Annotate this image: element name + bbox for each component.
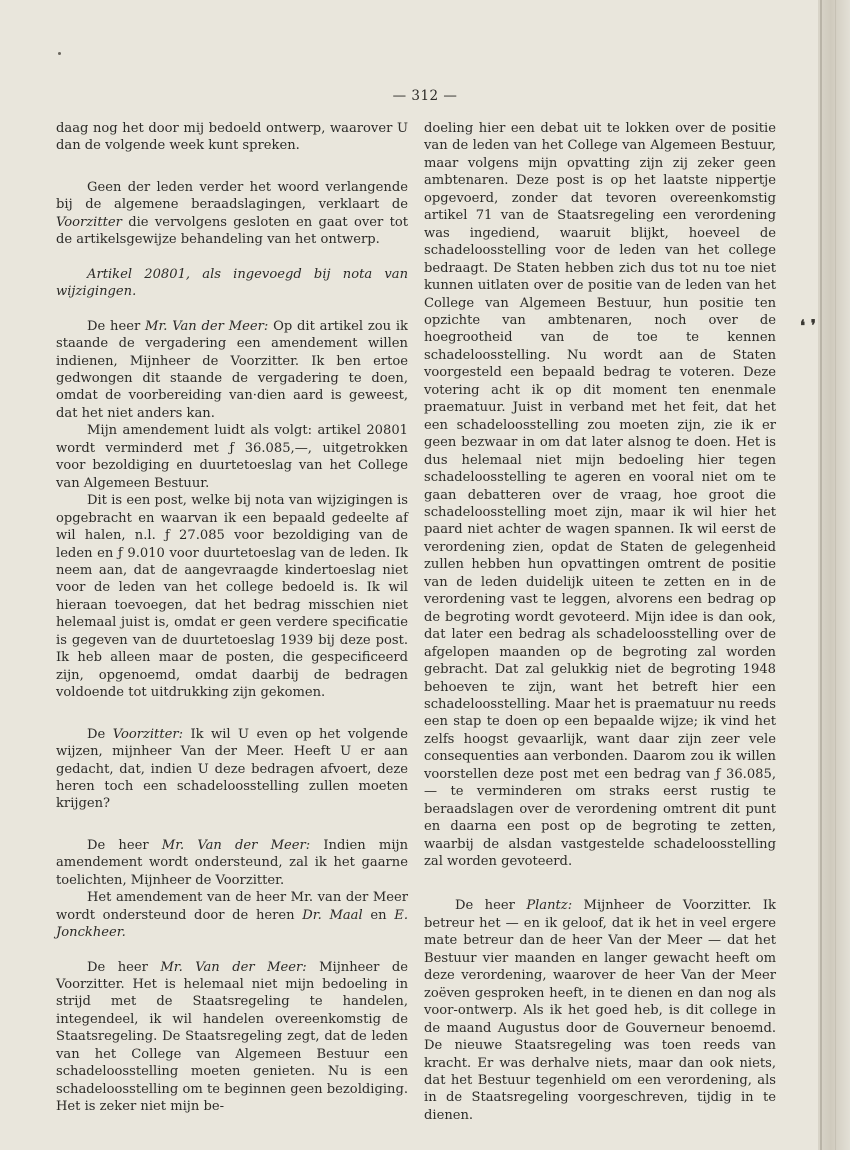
paragraph: Geen der leden verder het woord verlangende bij de algemene beraadslagingen, verklaart de Voorzitter die vervolgens gesloten en gaat over tot de artikelsgewijze behandeling van het ontwerp. bbox=[56, 179, 408, 248]
paragraph: De heer Mr. Van der Meer: Op dit artikel zou ik staande de vergadering een amendement willen indienen, Mijnheer de Voorzitter. Ik ben ertoe gedwongen dit staande de vergadering te doen, omdat de voorbereiding van·dien aard is geweest, dat het niet anders kan. bbox=[56, 318, 408, 421]
paragraph: Het amendement van de heer Mr. van der Meer wordt ondersteund door de heren Dr. Maal en E. Jonckheer. bbox=[56, 890, 408, 941]
speaker-name: Mr. Van der Meer: bbox=[161, 837, 311, 853]
paragraph: De Voorzitter: Ik wil U even op het volgende wijzen, mijnheer Van der Meer. Heeft U er aan gedacht, dat, indien U deze bedragen afvoert, deze heren toch een schadeloosstelling zullen moeten krijgen? bbox=[56, 726, 408, 812]
page-edge-line bbox=[835, 0, 836, 1150]
speaker-name: Plantz: bbox=[526, 898, 573, 914]
speck bbox=[58, 52, 61, 55]
left-column bbox=[56, 120, 408, 1116]
paragraph: De heer Mr. Van der Meer: Indien mijn amendement wordt ondersteund, zal ik het gaarne toelichten, Mijnheer de Voorzitter. bbox=[56, 837, 408, 888]
paragraph: Dit is een post, welke bij nota van wijzigingen is opgebracht en waarvan ik een bepaald gedeelte af wil halen, n.l. ƒ 27.085 voor bezoldiging van de leden en ƒ 9.010 voor duurtetoeslag van de leden. Ik neem aan, dat de aangevraagde kindertoeslag niet voor de leden van het college bedoeld is. Ik wil hieraan toevoegen, dat het bedrag misschien niet helemaal juist is, omdat er geen verdere specificatie is gegeven van de duurtetoeslag 1939 bij deze post. Ik heb alleen maar de posten, die gespecificeerd zijn, opgenoemd, omdat daarbij de bedragen voldoende tot uitdrukking zijn gekomen. bbox=[56, 493, 408, 701]
margin-mark: ❛ ❜ bbox=[800, 316, 816, 335]
right-column bbox=[424, 120, 776, 1124]
paragraph: doeling hier een debat uit te lokken over de positie van de leden van het College van Algemeen Bestuur, maar volgens mijn opvatting zijn zij zeker geen ambtenaren. Deze post is op het laatste nippertje opgevoerd, zonder dat tevoren overeenkomstig artikel 71 van de Staatsregeling een verordening was ingediend, waaruit blijkt, hoeveel de schadeloosstelling voor de leden van het college bedraagt. De Staten hebben zich dus tot nu toe niet kunnen uitlaten over de positie van de leden van het College van Algemeen Bestuur, hun positie ten opzichte van ambtenaren, noch over de hoegrootheid van de toe te kennen schadeloosstelling. Nu wordt aan de Staten voorgesteld een bepaald bedrag te voteren. Deze votering acht ik op dit moment ten enenmale praematuur. Juist in verband met het feit, dat het een schadeloosstelling zou moeten zijn, zie ik er geen bezwaar in om dat later alsnog te doen. Het is dus helemaal niet mijn bedoeling hier tegen schadeloosstelling te ageren en vooral niet om te gaan debatteren over de vraag, hoe groot die schadeloosstelling moet zijn, maar ik wil hier het paard niet achter de wagen spannen. Ik wil eerst de verordening zien, opdat de Staten de gelegenheid zullen hebben hun opvattingen omtrent de positie van de leden duidelijk uiteen te zetten en in de verordening vast te leggen, alvorens een bedrag op de begroting wordt gevoteerd. Mijn idee is dan ook, dat later een bedrag als schadeloosstelling over de afgelopen maanden op de begroting zal worden gebracht. Dat zal gelukkig niet de begroting 1948 behoeven te zijn, want het betreft hier een schadeloosstelling. Maar het is praematuur nu reeds een stap te doen op een bepaalde wijze; ik vind het zelfs hoogst gevaarlijk, want daar zijn zeer vele consequenties aan verbonden. Daarom zou ik willen voorstellen deze post met een bedrag van ƒ 36.085,— te verminderen om straks eerst rustig te beraadslagen over de verordening omtrent dit punt en daarna een post op de begroting te zetten, waarbij de alsdan vastgestelde schadeloosstelling zal worden gevoteerd. bbox=[424, 121, 776, 870]
paragraph: De heer Plantz: Mijnheer de Voorzitter. Ik betreur het — en ik geloof, dat ik het in veel ergere mate betreur dan de heer Van der Meer — dat het Bestuur vier maanden en langer gewacht heeft om deze verordening, waarover de heer Van der Meer zoëven gesproken heeft, in te dienen en dan nog als voor-ontwerp. Als ik het goed heb, is dit college in de maand Augustus door de Gouverneur benoemd. De nieuwe Staatsregeling was toen reeds van kracht. Er was derhalve niets, maar dan ook niets, dat het Bestuur tegenhield om een verordening, als in de Staatsregeling voorgeschreven, tijdig in te dienen. bbox=[424, 898, 776, 1123]
paragraph: daag nog het door mij bedoeld ontwerp, waarover U dan de volgende week kunt spreken. bbox=[56, 121, 408, 154]
page-edge-line bbox=[820, 0, 822, 1150]
speaker-name: Mr. Van der Meer: bbox=[145, 318, 269, 334]
speaker-name: Mr. Van der Meer: bbox=[160, 959, 307, 975]
page-number: — 312 — bbox=[392, 88, 458, 104]
paragraph: Mijn amendement luidt als volgt: artikel 20801 wordt verminderd met ƒ 36.085,—, uitgetrokken voor bezoldiging en duurtetoeslag van het College van Algemeen Bestuur. bbox=[56, 423, 408, 491]
speaker-name: Dr. Maal bbox=[302, 907, 363, 923]
article-heading: Artikel 20801, als ingevoegd bij nota van wijzigingen. bbox=[56, 266, 408, 300]
speaker-role: Voorzitter bbox=[56, 214, 122, 230]
page-edge bbox=[818, 0, 850, 1150]
paragraph: De heer Mr. Van der Meer: Mijnheer de Voorzitter. Het is helemaal niet mijn bedoeling in strijd met de Staatsregeling te handelen, integendeel, ik wil handelen overeenkomstig de Staatsregeling. De Staatsregeling zegt, dat de leden van het College van Algemeen Bestuur een schadeloosstelling moeten genieten. Nu is een schadeloosstelling om te beginnen geen bezoldiging. Het is zeker niet mijn be- bbox=[56, 959, 409, 1115]
speaker-name: Voorzitter: bbox=[112, 726, 183, 742]
speaker-name: E. Jonckheer. bbox=[56, 907, 408, 941]
